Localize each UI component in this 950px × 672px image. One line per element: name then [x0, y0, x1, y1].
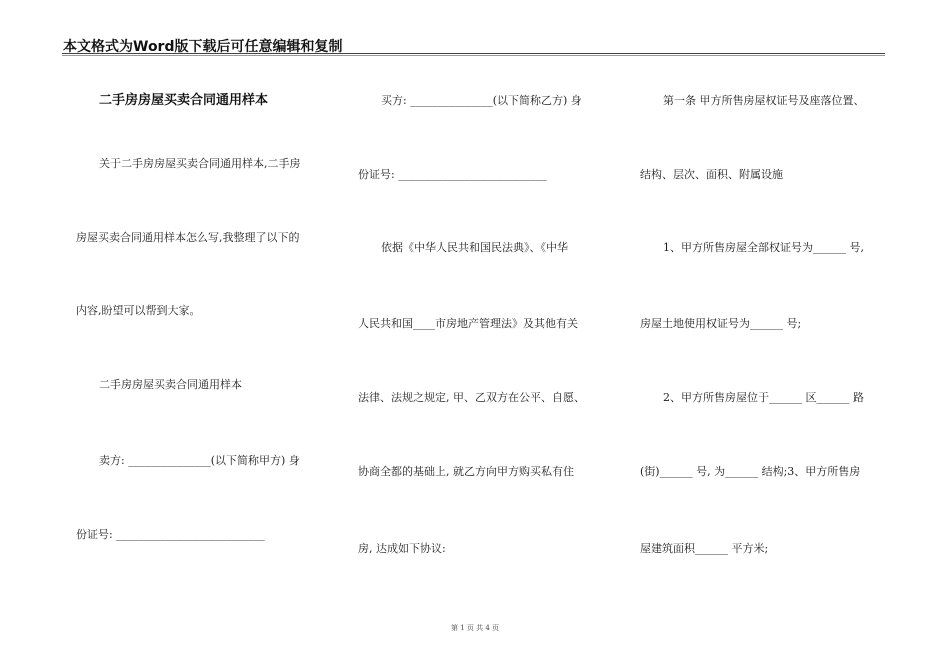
text-line: 房屋土地使用权证号为______ 号;: [640, 317, 802, 330]
text-line: 2、甲方所售房屋位于______ 区______ 路: [663, 391, 864, 404]
text-line: 房屋买卖合同通用样本怎么写,我整理了以下的: [76, 231, 300, 244]
text-line: 结构、层次、面积、附属设施: [640, 168, 783, 181]
text-line: 1、甲方所售房屋全部权证号为______ 号,: [663, 241, 864, 254]
document-title: 二手房房屋买卖合同通用样本: [99, 93, 269, 108]
header-rule: [62, 53, 885, 54]
text-line: 份证号: ___________________________: [358, 168, 547, 181]
text-line: 买方: _______________(以下简称乙方) 身: [381, 94, 582, 107]
text-line: 协商全都的基础上, 就乙方向甲方购买私有住: [358, 465, 574, 478]
word-format-banner: 本文格式为Word版下载后可任意编辑和复制: [63, 39, 343, 55]
text-line: 房, 达成如下协议:: [358, 542, 446, 555]
text-line: 份证号: ___________________________: [76, 528, 265, 541]
text-line: (街)______ 号, 为______ 结构;3、甲方所售房: [640, 465, 861, 478]
header-rule-thin: [62, 55, 885, 56]
text-line: 依据《中华人民共和国民法典》、《中华: [381, 241, 568, 254]
text-line: 内容,盼望可以帮到大家。: [76, 304, 201, 317]
text-line: 屋建筑面积______ 平方米;: [640, 542, 769, 555]
page-number: 第 1 页 共 4 页: [450, 624, 500, 632]
text-line: 第一条 甲方所售房屋权证号及座落位置、: [663, 94, 865, 107]
text-line: 法律、法规之规定, 甲、乙双方在公平、自愿、: [358, 391, 585, 404]
text-line: 卖方: _______________(以下简称甲方) 身: [99, 454, 300, 467]
text-line: 人民共和国____市房地产管理法》及其他有关: [358, 317, 578, 330]
text-line: 关于二手房房屋买卖合同通用样本,二手房: [99, 157, 301, 170]
section-subtitle: 二手房房屋买卖合同通用样本: [99, 378, 242, 391]
